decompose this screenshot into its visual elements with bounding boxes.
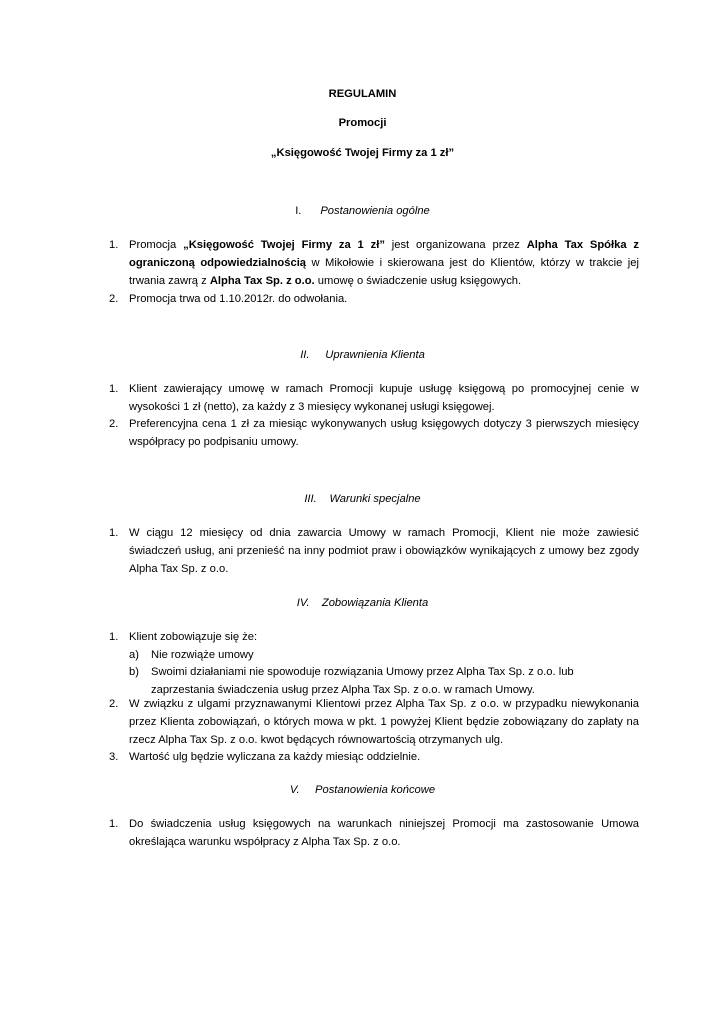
section-number: V. (289, 784, 300, 796)
list-item (109, 815, 639, 851)
section-title: Postanowienia ogólne (320, 205, 430, 217)
item-text: Promocja trwa od 1.10.2012r. do odwołania. (129, 293, 348, 305)
item-letter: b) (129, 666, 139, 678)
section-title: Uprawnienia Klienta (325, 349, 425, 361)
item-text: Wartość ulg będzie wyliczana za każdy miesiąc oddzielnie. (129, 751, 421, 763)
document-title: REGULAMIN (328, 88, 397, 100)
list-item (109, 290, 639, 308)
section-heading-2 (0, 346, 725, 364)
sub-list-item (129, 663, 639, 699)
item-text: Do świadczenia usług księgowych na warunkach niniejszej Promocji ma zastosowanie Umowa określająca warunku współpracy z Alpha Tax Sp. z o.o. (129, 818, 639, 848)
list-item (109, 415, 639, 451)
section-heading-4 (0, 594, 725, 612)
item-text: Nie rozwiąże umowy (151, 649, 254, 661)
section-heading-1 (0, 202, 725, 220)
section-heading-5 (0, 781, 725, 799)
section-title: Warunki specjalne (329, 493, 421, 505)
section-number: III. (304, 493, 317, 505)
item-number: 1. (109, 818, 119, 830)
item-text: Klient zawierający umowę w ramach Promocji kupuje usługę księgową po promocyjnej cenie w wysokości 1 zł (netto), za każdy z 3 miesięcy wykonanej usługi księgowej. (129, 383, 639, 413)
sub-list-item (129, 646, 639, 664)
list-item (109, 380, 639, 416)
list-item (109, 628, 639, 646)
promotion-name: „Księgowość Twojej Firmy za 1 zł” (270, 147, 455, 159)
item-text: W ciągu 12 miesięcy od dnia zawarcia Umowy w ramach Promocji, Klient nie może zawiesić świadczeń usług, ani przenieść na inny podmiot praw i obowiązków wynikających z umowy bez zgody Alpha Tax Sp. z o.o. (129, 527, 639, 575)
item-number: 2. (109, 293, 119, 305)
section-number: IV. (296, 597, 310, 609)
item-text: Klient zobowiązuje się że: (129, 631, 258, 643)
section-title: Zobowiązania Klienta (321, 597, 429, 609)
document-subtitle: Promocji (338, 117, 387, 129)
item-text: Preferencyjna cena 1 zł za miesiąc wykonywanych usług księgowych dotyczy 3 pierwszych miesięcy współpracy po podpisaniu umowy. (129, 418, 639, 448)
item-text: W związku z ulgami przyznawanymi Klientowi przez Alpha Tax Sp. z o.o. w przypadku niewykonania przez Klienta zobowiązań, o których mowa w pkt. 1 powyżej Klient będzie zobowiązany do zapłaty na rzecz Alpha Tax Sp. z o.o. kwot będących równowartością otrzymanych ulg. (129, 698, 639, 746)
item-number: 2. (109, 418, 119, 430)
item-text: Swoimi działaniami nie spowoduje rozwiązania Umowy przez Alpha Tax Sp. z o.o. lub zaprzestania świadczenia usług przez Alpha Tax Sp. z o.o. w ramach Umowy. (151, 666, 574, 696)
section-heading-3 (0, 490, 725, 508)
item-letter: a) (129, 649, 139, 661)
list-item (109, 748, 639, 766)
section-number: II. (300, 349, 310, 361)
list-item (109, 236, 639, 290)
section-number: I. (295, 205, 302, 217)
section-title: Postanowienia końcowe (315, 784, 436, 796)
list-item (109, 695, 639, 749)
item-number: 1. (109, 383, 119, 395)
item-number: 1. (109, 631, 119, 643)
item-number: 1. (109, 239, 119, 251)
item-number: 1. (109, 527, 119, 539)
item-number: 3. (109, 751, 119, 763)
item-text: Promocja „Księgowość Twojej Firmy za 1 zł” jest organizowana przez Alpha Tax Spółka z ograniczoną odpowiedzialnością w Mikołowie i skierowana jest do Klientów, którzy w trakcie jej trwania zawrą z Alpha Tax Sp. z o.o. umowę o świadczenie usług księgowych. (129, 239, 639, 287)
item-number: 2. (109, 698, 119, 710)
list-item (109, 524, 639, 578)
